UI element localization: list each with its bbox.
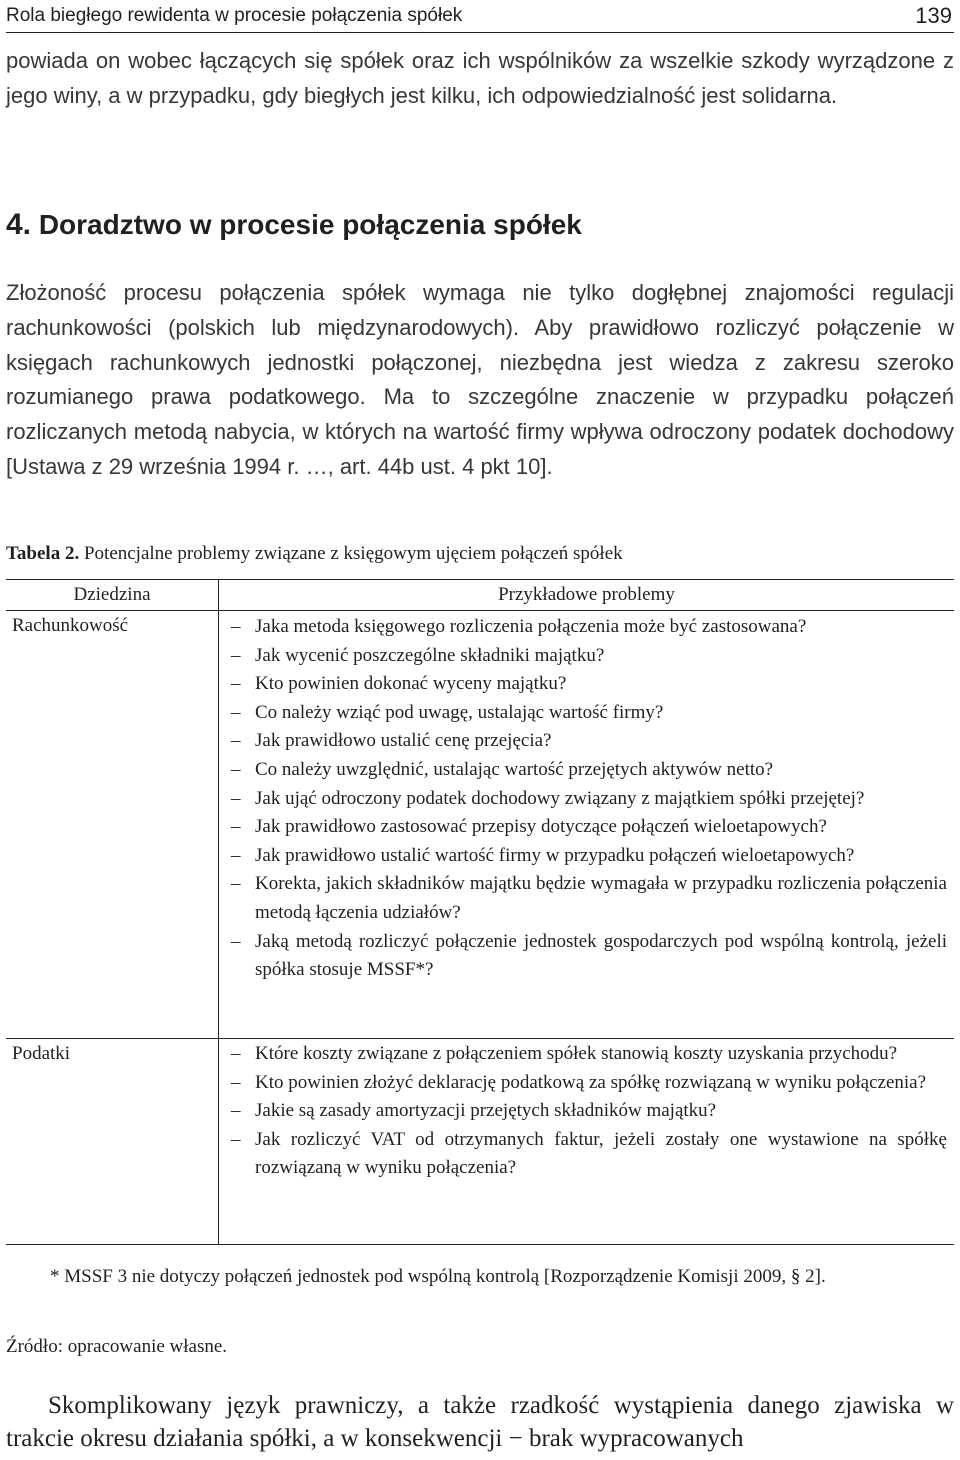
problem-text: Korekta, jakich składników majątku będzie wymagała w przypadku rozliczenia połączenia metodą łączenia udziałów? <box>255 873 947 923</box>
list-item <box>231 1040 947 1069</box>
dash-bullet: – <box>231 844 241 866</box>
problem-text: Co należy uwzględnić, ustalając wartość przejętych aktywów netto? <box>255 758 774 780</box>
list-item <box>231 642 947 671</box>
list-item <box>231 785 947 814</box>
dash-bullet: – <box>231 673 241 695</box>
problem-text: Jak wycenić poszczególne składniki majątku? <box>255 644 605 666</box>
section-title: Doradztwo w procesie połączenia spółek <box>38 209 582 240</box>
paragraph-3: Skomplikowany język prawniczy, a także rzadkość wystąpienia danego zjawiska w trakcie okresu działania spółki, a w konsekwencji − brak wypracowanych <box>6 1392 954 1452</box>
problem-list-taxes <box>231 1040 947 1183</box>
dash-bullet: – <box>231 930 241 952</box>
column-header-problems: Przykładowe problemy <box>498 584 675 605</box>
list-item <box>231 1097 947 1126</box>
list-item <box>231 870 947 927</box>
dash-bullet: – <box>231 730 241 752</box>
paragraph-1: powiada on wobec łączących się spółek oraz ich wspólników za wszelkie szkody wyrządzone z jego winy, a w przypadku, gdy biegłych jest kilku, ich odpowiedzialność jest solidarna. <box>6 48 954 108</box>
dash-bullet: – <box>231 1128 241 1150</box>
dash-bullet: – <box>231 816 241 838</box>
problem-text: Kto powinien dokonać wyceny majątku? <box>255 673 567 695</box>
list-item <box>231 727 947 756</box>
section-number: 4. <box>6 208 32 241</box>
dash-bullet: – <box>231 701 241 723</box>
list-item <box>231 1069 947 1098</box>
problem-text: Jakie są zasady amortyzacji przejętych składników majątku? <box>255 1100 717 1122</box>
dash-bullet: – <box>231 1100 241 1122</box>
row-separator <box>6 1038 954 1039</box>
problem-text: Jak prawidłowo ustalić cenę przejęcia? <box>255 730 552 752</box>
problems-table <box>6 579 954 1245</box>
table-caption-label: Tabela 2. <box>6 543 80 564</box>
problem-text: Jak ująć odroczony podatek dochodowy związany z majątkiem spółki przejętej? <box>255 787 865 809</box>
domain-cell-taxes: Podatki <box>12 1043 71 1064</box>
table-header-row <box>6 580 954 611</box>
problem-text: Jak rozliczyć VAT od otrzymanych faktur, jeżeli zostały one wystawione na spółkę rozwiązaną w wyniku połączenia? <box>255 1128 947 1179</box>
paragraph-2: Złożoność procesu połączenia spółek wymaga nie tylko dogłębnej znajomości regulacji rachunkowości (polskich lub międzynarodowych). Aby prawidłowo rozliczyć połączenie w księgach rachunkowych jednostki połączonej, niezbędna jest wiedza z zakresu szeroko rozumianego prawa podatkowego. Ma to szczególne znaczenie w przypadku połączeń rozliczanych metodą nabycia, w których na wartość firmy wpływa odroczony podatek dochodowy [Ustawa z 29 września 1994 r. …, art. 44b ust. 4 pkt 10]. <box>6 280 954 479</box>
problem-text: Które koszty związane z połączeniem spółek stanowią koszty uzyskania przychodu? <box>255 1043 898 1064</box>
problem-text: Co należy wziąć pod uwagę, ustalając wartość firmy? <box>255 701 664 723</box>
table-footnote: * MSSF 3 nie dotyczy połączeń jednostek pod wspólną kontrolą [Rozporządzenie Komisji 2009, § 2]. <box>50 1266 826 1287</box>
list-item <box>231 756 947 785</box>
domain-cell-accounting: Rachunkowość <box>12 615 129 636</box>
dash-bullet: – <box>231 1071 241 1093</box>
column-header-domain: Dziedzina <box>73 584 151 605</box>
running-title: Rola biegłego rewidenta w procesie połączenia spółek <box>6 5 463 26</box>
dash-bullet: – <box>231 787 241 809</box>
list-item <box>231 670 947 699</box>
running-header <box>6 2 954 33</box>
problem-text: Jaką metodą rozliczyć połączenie jednostek gospodarczych pod wspólną kontrolą, jeżeli spółka stosuje MSSF*? <box>255 930 947 981</box>
page-number: 139 <box>915 3 952 28</box>
list-item <box>231 813 947 842</box>
problem-text: Jak prawidłowo ustalić wartość firmy w przypadku połączeń wieloetapowych? <box>255 844 855 866</box>
column-divider <box>218 580 219 1244</box>
dash-bullet: – <box>231 1043 241 1064</box>
table-source: Źródło: opracowanie własne. <box>6 1336 228 1357</box>
problem-list-accounting <box>231 613 947 985</box>
section-heading <box>6 205 582 245</box>
list-item <box>231 699 947 728</box>
dash-bullet: – <box>231 758 241 780</box>
problem-text: Jak prawidłowo zastosować przepisy dotyczące połączeń wieloetapowych? <box>255 816 827 838</box>
dash-bullet: – <box>231 873 241 895</box>
table-caption-text: Potencjalne problemy związane z księgowym ujęciem połączeń spółek <box>79 543 623 564</box>
table-caption <box>6 541 623 567</box>
list-item <box>231 842 947 871</box>
list-item <box>231 613 947 642</box>
list-item <box>231 1126 947 1183</box>
dash-bullet: – <box>231 616 241 637</box>
list-item <box>231 928 947 985</box>
problem-text: Jaka metoda księgowego rozliczenia połączenia może być zastosowana? <box>255 616 807 637</box>
problem-text: Kto powinien złożyć deklarację podatkową za spółkę rozwiązaną w wyniku połączenia? <box>255 1071 927 1093</box>
dash-bullet: – <box>231 644 241 666</box>
